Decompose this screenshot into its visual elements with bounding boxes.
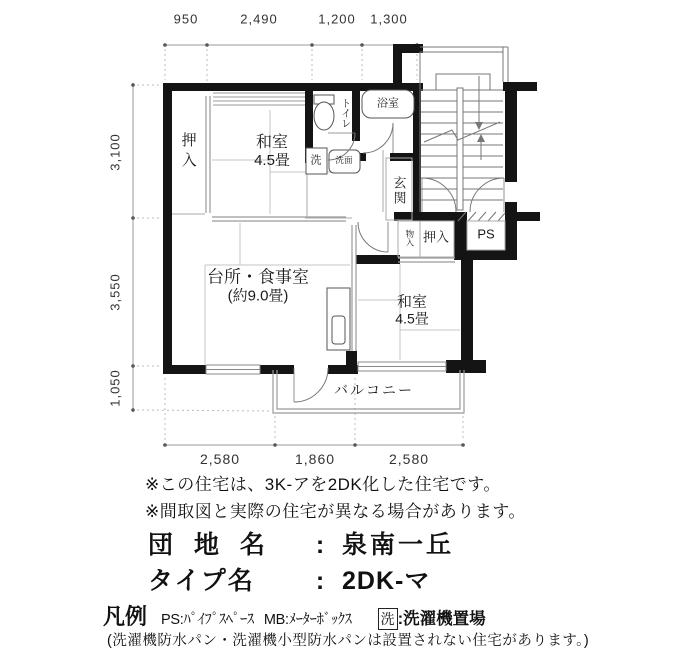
dim-left-1: 3,100 <box>107 133 123 171</box>
estate-name-label: 団 地 名 <box>148 531 272 559</box>
kitchen-size: (約9.0畳) <box>227 287 289 305</box>
room-label-oshiire-right: 押入 <box>422 229 450 245</box>
window-symbols <box>206 362 446 374</box>
room-label-monoire: 物入 <box>404 229 415 247</box>
dim-left-3: 1,050 <box>107 369 123 407</box>
dim-top-4: 1,300 <box>370 11 408 27</box>
legend-laundry-desc: :洗濯機置場 <box>397 610 486 628</box>
estate-name-separator: : <box>315 531 325 559</box>
dim-bottom-3: 2,580 <box>388 450 430 467</box>
dim-bottom-1: 2,580 <box>199 450 241 467</box>
room-label-washitsu2 <box>395 293 428 326</box>
toilet-bowl <box>314 102 334 130</box>
room-label-bath: 浴室 <box>377 97 399 110</box>
staircase <box>420 47 508 212</box>
dim-top-1: 950 <box>173 11 199 27</box>
legend-note: (洗濯機防水パン・洗濯機小型防水パンは設置されない住宅があります。) <box>107 633 590 649</box>
room-label-oshiire-left: 押入 <box>179 132 197 172</box>
legend-laundry-symbol: 洗 <box>378 608 398 630</box>
dim-top-3: 1,200 <box>318 11 356 27</box>
legend-mb: MB:ﾒｰﾀｰﾎﾞｯｸｽ <box>263 612 352 628</box>
dim-bottom-2: 1,860 <box>294 450 336 467</box>
washitsu1-name: 和室 <box>255 134 289 152</box>
estate-name-row <box>148 525 454 561</box>
note-line-2: ※間取図と実際の住宅が異なる場合があります。 <box>145 502 526 521</box>
room-label-laundry: 洗 <box>310 154 322 167</box>
kitchen-sink-basin <box>332 316 345 344</box>
washitsu1-size: 4.5畳 <box>254 152 290 170</box>
unit-type-separator: : <box>315 567 325 595</box>
washitsu2-size: 4.5畳 <box>395 310 429 327</box>
estate-name-value: 泉南一丘 <box>342 531 455 559</box>
room-label-toilet: トイレ <box>338 98 350 128</box>
kitchen-name: 台所・食事室 <box>207 267 309 287</box>
unit-type-row <box>148 561 430 597</box>
legend-row <box>103 600 486 631</box>
dim-top-2: 2,490 <box>240 11 278 27</box>
legend-ps: PS:ﾊﾟｲﾌﾟｽﾍﾟｰｽ <box>161 612 254 628</box>
transom-stripes <box>213 93 305 105</box>
room-label-washitsu1 <box>254 134 290 170</box>
room-label-ps: PS <box>477 226 495 242</box>
room-label-washbasin: 洗面 <box>335 155 353 166</box>
room-label-kitchen <box>207 268 309 305</box>
legend-title: 凡例 <box>103 604 148 629</box>
dim-left-2: 3,550 <box>107 273 123 311</box>
room-label-balcony: バルコニー <box>334 381 414 398</box>
note-line-1: ※この住宅は、3K-アを2DK化した住宅です。 <box>145 475 501 494</box>
room-label-genkan: 玄関 <box>391 176 407 206</box>
unit-type-label: タイプ名 <box>148 567 255 595</box>
unit-type-value: 2DK-マ <box>342 567 431 595</box>
washitsu2-name: 和室 <box>396 293 427 311</box>
